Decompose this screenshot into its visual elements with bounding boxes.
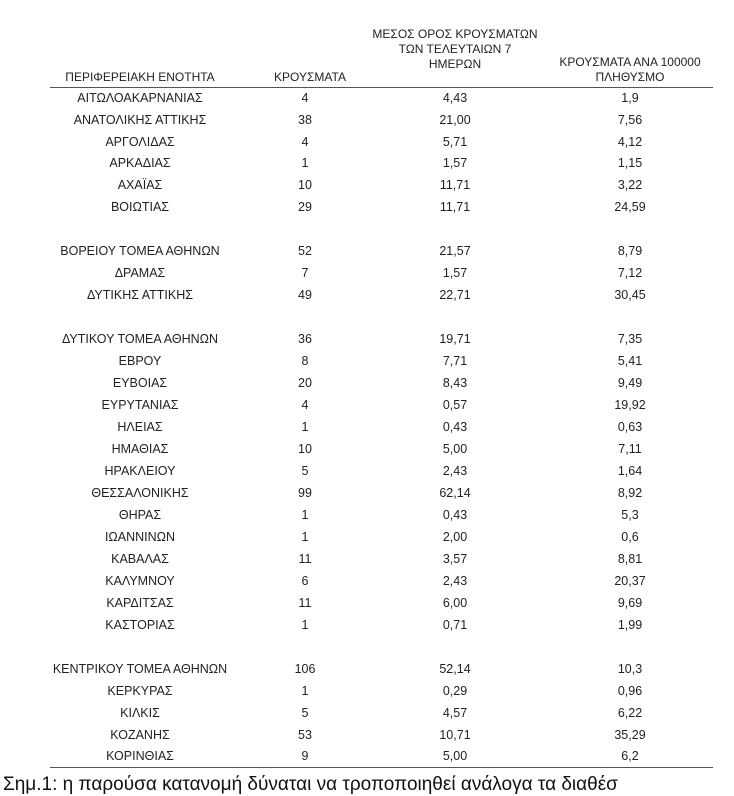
cell-avg: 4,57 [442,706,468,720]
cell-cases: 1 [301,684,309,698]
cell-per100k: 1,64 [617,464,643,478]
cell-per100k: 0,96 [617,684,643,698]
cell-cases: 4 [301,91,309,105]
cell-avg: 21,57 [439,244,471,258]
cell-cases: 38 [298,113,312,127]
table-bottom-divider [50,767,713,768]
table-row [0,724,734,746]
cell-region: ΔΥΤΙΚΗΣ ΑΤΤΙΚΗΣ [87,288,193,302]
cell-region: ΒΟΙΩΤΙΑΣ [110,200,170,214]
header-avg [370,27,540,72]
table-row [0,240,734,262]
cell-avg: 21,00 [439,113,471,127]
cell-cases: 4 [301,398,309,412]
cell-per100k: 8,92 [617,486,643,500]
cell-region: ΔΡΑΜΑΣ [114,266,166,280]
cell-per100k: 8,79 [617,244,643,258]
cell-avg: 2,43 [442,464,468,478]
table-row [0,262,734,284]
cell-avg: 22,71 [439,288,471,302]
cell-per100k: 3,22 [617,178,643,192]
cell-region: ΚΑΣΤΟΡΙΑΣ [105,618,175,632]
table-row [0,328,734,350]
cell-region: ΚΑΡΔΙΤΣΑΣ [106,596,174,610]
cell-region: ΔΥΤΙΚΟΥ ΤΟΜΕΑ ΑΘΗΝΩΝ [61,332,219,346]
table-row [0,109,734,131]
cell-avg: 62,14 [439,486,471,500]
cell-per100k: 35,29 [614,728,646,742]
table-row [0,614,734,636]
cell-cases: 106 [294,662,316,676]
cell-avg: 8,43 [442,376,468,390]
cell-per100k: 6,22 [617,706,643,720]
header-avg-line3: ΗΜΕΡΩΝ [428,57,482,71]
cell-cases: 5 [301,706,309,720]
cell-per100k: 8,81 [617,552,643,566]
cell-cases: 10 [298,442,312,456]
header-avg-line1: ΜΕΣΟΣ ΟΡΟΣ ΚΡΟΥΣΜΑΤΩΝ [372,27,538,41]
table-row [0,350,734,372]
cell-avg: 1,57 [442,266,468,280]
cell-region: ΕΥΡΥΤΑΝΙΑΣ [101,398,179,412]
cell-region: ΗΡΑΚΛΕΙΟΥ [104,464,176,478]
cell-region: ΘΕΣΣΑΛΟΝΙΚΗΣ [91,486,189,500]
table-row [0,174,734,196]
cell-per100k: 10,3 [617,662,643,676]
cell-region: ΘΗΡΑΣ [118,508,162,522]
cell-cases: 1 [301,420,309,434]
cell-per100k: 5,3 [621,508,639,522]
cell-cases: 7 [301,266,309,280]
cell-avg: 5,00 [442,749,468,763]
cell-region: ΚΙΛΚΙΣ [120,706,160,720]
cell-per100k: 9,49 [617,376,643,390]
cell-cases: 36 [298,332,312,346]
cell-cases: 11 [298,552,312,566]
cell-region: ΑΡΚΑΔΙΑΣ [109,156,171,170]
cell-per100k: 1,99 [617,618,643,632]
cell-region: ΗΜΑΘΙΑΣ [111,442,169,456]
header-per100k [540,55,720,85]
cell-region: ΕΥΒΟΙΑΣ [112,376,168,390]
cell-cases: 20 [298,376,312,390]
table-row [0,394,734,416]
cell-avg: 5,71 [442,135,468,149]
table-row [0,680,734,702]
cell-per100k: 7,56 [617,113,643,127]
header-avg-line2: ΤΩΝ ΤΕΛΕΥΤΑΙΩΝ 7 [398,42,512,56]
cell-region: ΑΙΤΩΛΟΑΚΑΡΝΑΝΙΑΣ [77,91,203,105]
cell-per100k: 20,37 [614,574,646,588]
cell-cases: 4 [301,135,309,149]
cell-avg: 4,43 [442,91,468,105]
table-row [0,482,734,504]
cell-cases: 1 [301,618,309,632]
table-row [0,526,734,548]
cell-per100k: 0,6 [621,530,639,544]
cell-per100k: 19,92 [614,398,646,412]
header-per100k-line2: ΠΛΗΘΥΣΜΟ [595,70,665,84]
cell-cases: 10 [298,178,312,192]
cell-region: ΑΡΓΟΛΙΔΑΣ [105,135,175,149]
cell-cases: 8 [301,354,309,368]
table-row [0,87,734,109]
cell-avg: 11,71 [439,178,471,192]
header-per100k-line1: ΚΡΟΥΣΜΑΤΑ ΑΝΑ 100000 [559,55,701,69]
cell-per100k: 1,15 [617,156,643,170]
table-row [0,570,734,592]
cell-region: ΑΧΑΪΑΣ [117,178,163,192]
cell-region: ΙΩΑΝΝΙΝΩΝ [104,530,176,544]
cell-region: ΑΝΑΤΟΛΙΚΗΣ ΑΤΤΙΚΗΣ [73,113,207,127]
table-row [0,416,734,438]
table-row [0,702,734,724]
table-row [0,504,734,526]
table-row [0,284,734,306]
cell-per100k: 1,9 [621,91,639,105]
cell-cases: 6 [301,574,309,588]
cell-per100k: 7,11 [618,442,642,456]
cell-avg: 2,00 [442,530,468,544]
cell-per100k: 4,12 [617,135,643,149]
cell-avg: 11,71 [439,200,471,214]
table-row [0,152,734,174]
cell-avg: 52,14 [439,662,471,676]
cell-avg: 0,43 [442,508,468,522]
cell-avg: 2,43 [442,574,468,588]
cell-avg: 19,71 [439,332,471,346]
cell-cases: 1 [301,508,309,522]
cell-per100k: 7,35 [617,332,643,346]
cell-per100k: 24,59 [614,200,646,214]
header-cases: ΚΡΟΥΣΜΑΤΑ [274,70,346,84]
table-row [0,658,734,680]
cell-region: ΚΟΖΑΝΗΣ [110,728,170,742]
cell-avg: 0,29 [442,684,468,698]
cell-avg: 0,57 [442,398,468,412]
cell-cases: 53 [298,728,312,742]
cell-avg: 0,43 [442,420,468,434]
cell-per100k: 7,12 [617,266,643,280]
cell-region: ΚΕΡΚΥΡΑΣ [107,684,173,698]
table-row [0,131,734,153]
table-row [0,372,734,394]
cell-avg: 6,00 [442,596,468,610]
table-row [0,196,734,218]
cell-region: ΚΑΒΑΛΑΣ [111,552,169,566]
cell-cases: 99 [298,486,312,500]
cell-avg: 0,71 [442,618,468,632]
table-row [0,460,734,482]
cell-region: ΚΑΛΥΜΝΟΥ [105,574,175,588]
table-row [0,592,734,614]
cell-cases: 29 [298,200,312,214]
cell-cases: 5 [301,464,309,478]
cell-avg: 5,00 [442,442,468,456]
cell-per100k: 0,63 [617,420,643,434]
cell-region: ΚΟΡΙΝΘΙΑΣ [106,749,174,763]
cell-avg: 10,71 [439,728,471,742]
cell-cases: 11 [298,596,312,610]
table-row [0,438,734,460]
cell-per100k: 6,2 [621,749,639,763]
cell-avg: 1,57 [442,156,468,170]
cell-cases: 1 [301,156,309,170]
table-row [0,548,734,570]
cell-region: ΗΛΕΙΑΣ [117,420,163,434]
cell-per100k: 9,69 [617,596,643,610]
cell-per100k: 5,41 [617,354,643,368]
header-region: ΠΕΡΙΦΕΡΕΙΑΚΗ ΕΝΟΤΗΤΑ [65,70,215,84]
cell-region: ΒΟΡΕΙΟΥ ΤΟΜΕΑ ΑΘΗΝΩΝ [60,244,220,258]
cell-cases: 1 [301,530,309,544]
cell-avg: 7,71 [442,354,468,368]
cell-cases: 9 [301,749,309,763]
cell-avg: 3,57 [442,552,468,566]
cell-region: ΚΕΝΤΡΙΚΟΥ ΤΟΜΕΑ ΑΘΗΝΩΝ [52,662,228,676]
footnote: Σημ.1: η παρούσα κατανομή δύναται να τροποποιηθεί ανάλογα τα διαθέσ [3,774,618,795]
cell-cases: 52 [298,244,312,258]
table-row [0,745,734,767]
cell-cases: 49 [298,288,312,302]
cell-per100k: 30,45 [614,288,646,302]
cell-region: ΕΒΡΟΥ [118,354,162,368]
